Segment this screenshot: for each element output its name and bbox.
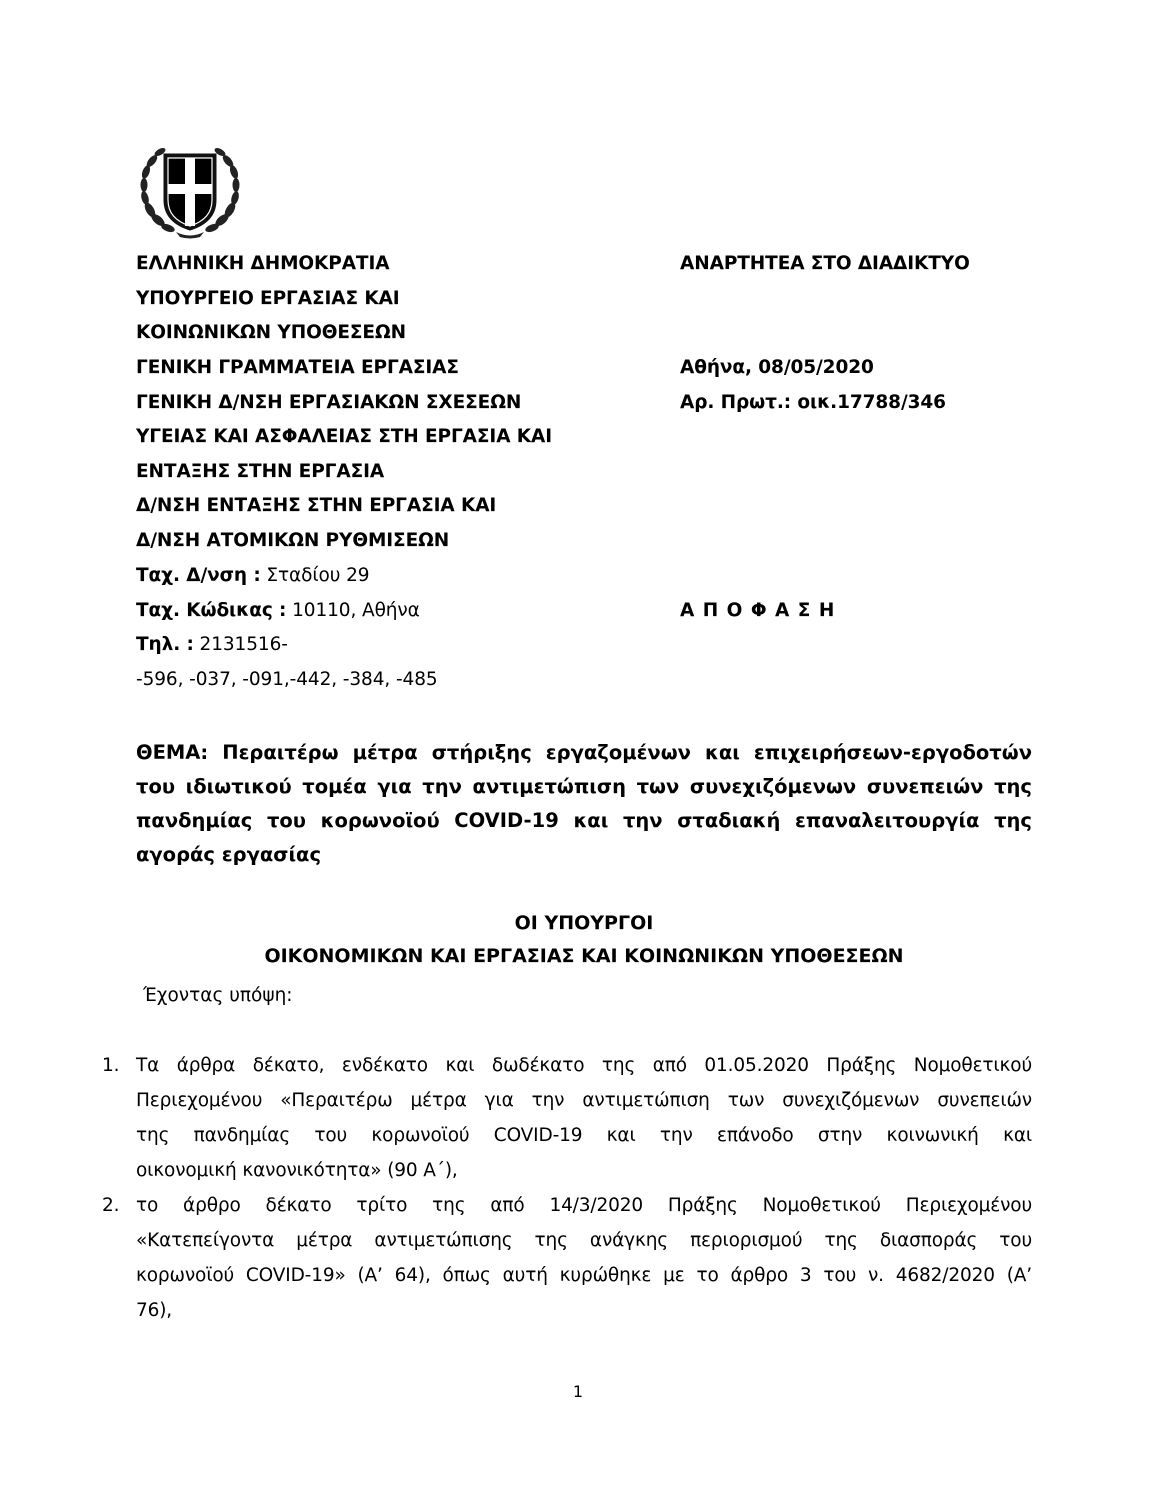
publish-notice: ΑΝΑΡΤΗΤΕΑ ΣΤΟ ΔΙΑΔΙΚΤΥΟ	[680, 253, 970, 274]
list-item-line: της πανδημίας του κορωνοϊού COVID-19 και την επάνοδο στην κοινωνική και	[136, 1125, 1032, 1146]
header-general-directorate-line2: ΥΓΕΙΑΣ ΚΑΙ ΑΣΦΑΛΕΙΑΣ ΣΤΗ ΕΡΓΑΣΙΑ ΚΑΙ	[136, 426, 553, 447]
header-general-directorate-line3: ΕΝΤΑΞΗΣ ΣΤΗΝ ΕΡΓΑΣΙΑ	[136, 461, 385, 482]
list-item-line: Περιεχομένου «Περαιτέρω μέτρα για την αντιμετώπιση των συνεχιζόμενων συνεπειών	[136, 1090, 1032, 1111]
address-line	[136, 564, 369, 588]
list-item-line: οικονομική κανονικότητα» (90 Α΄),	[136, 1160, 458, 1181]
page-number: 1	[572, 1382, 584, 1401]
address-label: Ταχ. Δ/νση :	[136, 565, 261, 586]
ministries-title: ΟΙΚΟΝΟΜΙΚΩΝ ΚΑΙ ΕΡΓΑΣΙΑΣ ΚΑΙ ΚΟΙΝΩΝΙΚΩΝ ΥΠΟΘΕΣΕΩΝ	[264, 945, 904, 967]
phone-value: 2131516-	[193, 634, 288, 655]
protocol-number: Αρ. Πρωτ.: οικ.17788/346	[680, 392, 946, 413]
postal-line	[136, 599, 420, 623]
list-item-line: «Κατεπείγοντα μέτρα αντιμετώπισης της ανάγκης περιορισμού της διασποράς του	[136, 1230, 1032, 1251]
subject-paragraph	[136, 736, 1032, 872]
list-item-line: κορωνοϊού COVID-19» (Α’ 64), όπως αυτή κυρώθηκε με το άρθρο 3 του ν. 4682/2020 (Α’	[136, 1265, 1032, 1286]
subject-line: αγοράς εργασίας	[136, 843, 322, 866]
postal-label: Ταχ. Κώδικας :	[136, 600, 287, 621]
ministers-title: ΟΙ ΥΠΟΥΡΓΟΙ	[514, 912, 654, 934]
decision-title: Α Π Ο Φ Α Σ Η	[680, 600, 836, 621]
considerations-list	[98, 1048, 1032, 1328]
header-general-secretariat: ΓΕΝΙΚΗ ΓΡΑΜΜΑΤΕΙΑ ΕΡΓΑΣΙΑΣ	[136, 357, 459, 378]
header-directorate-line1: Δ/ΝΣΗ ΕΝΤΑΞΗΣ ΣΤΗΝ ΕΡΓΑΣΙΑ ΚΑΙ	[136, 495, 497, 516]
subject-line: πανδημίας του κορωνοϊού COVID-19 και την σταδιακή επαναλειτουργία της	[136, 809, 1032, 832]
phone-line	[136, 633, 288, 657]
subject-line: ΘΕΜΑ: Περαιτέρω μέτρα στήριξης εργαζομένων και επιχειρήσεων-εργοδοτών	[136, 741, 1032, 764]
list-item-number: 1.	[102, 1055, 120, 1076]
having-regard: Έχοντας υπόψη:	[143, 985, 293, 1006]
address-value: Σταδίου 29	[260, 565, 370, 586]
phone-label: Τηλ. :	[136, 634, 194, 655]
list-item-number: 2.	[102, 1195, 120, 1216]
list-item-line: το άρθρο δέκατο τρίτο της από 14/3/2020 Πράξης Νομοθετικού Περιεχομένου	[136, 1195, 1032, 1216]
subject-line: του ιδιωτικού τομέα για την αντιμετώπιση των συνεχιζόμενων συνεπειών της	[136, 775, 1032, 798]
greek-coat-of-arms-emblem	[136, 140, 244, 240]
header-directorate-line2: Δ/ΝΣΗ ΑΤΟΜΙΚΩΝ ΡΥΘΜΙΣΕΩΝ	[136, 530, 450, 551]
header-ministry-line2: ΚΟΙΝΩΝΙΚΩΝ ΥΠΟΘΕΣΕΩΝ	[136, 322, 406, 343]
header-country: ΕΛΛΗΝΙΚΗ ΔΗΜΟΚΡΑΤΙΑ	[136, 253, 390, 274]
header-ministry-line1: ΥΠΟΥΡΓΕΙΟ ΕΡΓΑΣΙΑΣ ΚΑΙ	[136, 288, 400, 309]
list-item-line: 76),	[136, 1300, 173, 1321]
header-general-directorate-line1: ΓΕΝΙΚΗ Δ/ΝΣΗ ΕΡΓΑΣΙΑΚΩΝ ΣΧΕΣΕΩΝ	[136, 392, 522, 413]
list-item-line: Τα άρθρα δέκατο, ενδέκατο και δωδέκατο της από 01.05.2020 Πράξης Νομοθετικού	[136, 1055, 1032, 1076]
place-date: Αθήνα, 08/05/2020	[680, 357, 874, 378]
phone-extensions: -596, -037, -091,-442, -384, -485	[136, 669, 438, 690]
list-item	[98, 1048, 1032, 1188]
list-item	[98, 1188, 1032, 1328]
postal-value: 10110, Αθήνα	[286, 600, 420, 621]
